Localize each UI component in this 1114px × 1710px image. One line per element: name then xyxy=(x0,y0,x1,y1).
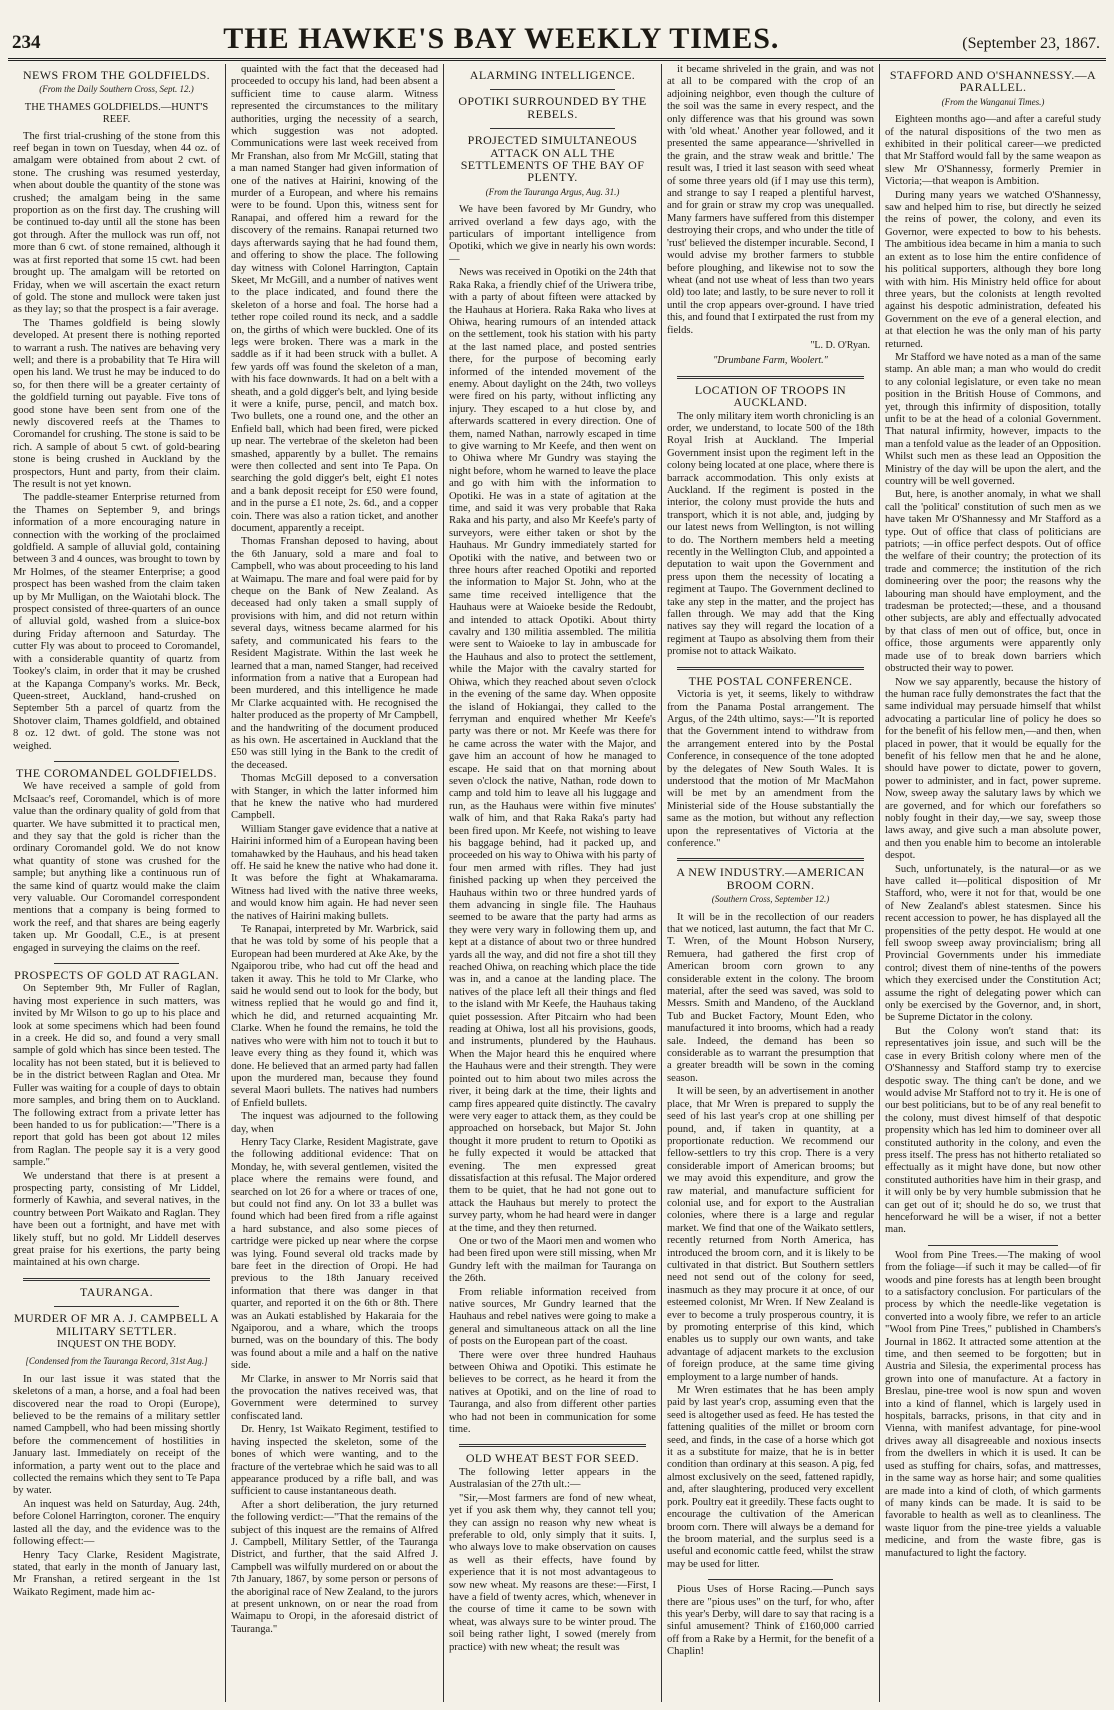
paragraph: The first trial-crushing of the stone from this reef began in town on Tuesday, when 44 oz. of amalgam were obtained from about 2 cwt. of stone. The crushing was resumed yesterday, when about double the quantity of the stone was crushed; the amalgam being in the same proportion as on the first day. The crushing will be continued to-day until all the stone has been got through. After the mullock was run off, not more than 6 cwt. of stone remained, although it was at first reported that some 15 cwt. had been brought up. The amalgam will be retorted on Friday, when we will ascertain the exact return of gold. The stone and mullock were taken just as they lay; so that the prospect is a fair average. xyxy=(13,130,220,316)
signature-address: "Drumbane Farm, Woolert." xyxy=(713,355,828,367)
paragraph: It will be in the recollection of our readers that we noticed, last autumn, the fact that Mr C. T. Wren, of the Mount Hobson Nursery, Remuera, had gathered the first crop of American broom corn grown to any considerable extent in the colony. The broom material, after the seed was saved, was sold to Messrs. Smith and Mandeno, of the Auckland Tub and Bucket Factory, Mount Eden, who manufactured it into brooms, which had a ready sale. Indeed, the demand has been so considerable as to warrant the presumption that a greater breadth will be sown in the coming season. xyxy=(667,911,874,1084)
paragraph: William Stanger gave evidence that a native at Hairini informed him of a European having been tomahawked by the Hauhaus, and his head taken off. He said he knew the native who had done it. It was before the fight at Whakamarama. Witness had lived with the native three weeks, and would know him again. He had never seen the natives of Hairini making bullets. xyxy=(231,823,438,922)
paragraph: Te Ranapai, interpreted by Mr. Warbrick, said that he was told by some of his people that a European had been murdered at Ake Ake, by the Ngaiporou tribe, who had cut off the head and taken it away. This he told to Mr Clarke, who said he would send out to look for the body, but witness replied that he would go and find it, which he did, and returned acquainting Mr. Clarke. When he found the remains, he told the natives who were with him not to touch it but to leave every thing as they found it, which was done. He believed that an armed party had fallen upon the murdered man, because they found several Maori bullets. The natives had numbers of Enfield bullets. xyxy=(231,924,438,1109)
paragraph: "Sir,—Most farmers are fond of new wheat, yet if you ask them why, they cannot tell you; they can assign no reason why new wheat is preferable to old, only simply that it suits. I, who always love to make observation on causes as well as their effects, have found by experience that it is not most advantageous to sow new wheat. My reasons are these:—First, I have a field of twenty acres, which, whenever in the course of time it came to be sown with wheat, was always sure to be winter proud. The soil being rather light, I sowed (merely from practice) with new wheat; the result was xyxy=(449,1492,656,1653)
masthead xyxy=(8,16,1106,61)
article-heading: TAURANGA. xyxy=(80,1284,153,1299)
divider xyxy=(23,1278,209,1281)
paragraph: But the Colony won't stand that: its representatives join issue, and such will be the case in every British colony where men of the O'Shannessy and Stafford stamp try to exercise despotic sway. The thing can't be done, and we would advise Mr Stafford not to try it. He is one of our best politicians, but to be of any real benefit to the colony, must divest himself of that despotic propensity which has led him to domineer over all constituted authority in the colony, and even the press itself. The press has not hitherto retaliated so effectually as it might have done, but now other constituted authorities have him in their grasp, and it will only be by very humble submission that he can get out of it; should he do so, we trust that henceforward he will be a wiser, if not a better man. xyxy=(885,1025,1101,1236)
paragraph: quainted with the fact that the deceased had proceeded to occupy his land, had been absent a sufficient time to cause alarm. Witness represented the circumstances to the military authorities, urging the necessity of a search, which suggestion was not adopted. Communications were last week received from Mr Franshan, also from Mr McGill, stating that a man named Stanger had given information of one of the natives at Hairini, knowing of the murder of a European, and where his remains were to be found. Upon this, witness sent for Ranapai, and offered him a reward for the discovery of the remains. Ranapai returned two days afterwards saying that he had found them, and offering to show the place. The following day witness with Colonel Harrington, Captain Skeet, Mr McGill, and a number of natives went to the place indicated, and found there the skeleton of a horse and foal. The horse had a tether rope coiled round its neck, and a saddle on, the girths of which were buckled. One of its legs were broken. There was a mark in the saddle as if it had been struck with a bullet. A few yards off was found the skeleton of a man, with his face downwards. It had on a belt with a sheath, and a gold digger's belt, and lying beside it were a knife, purse, pencil, and match box. Two bullets, one a round one, and the other an Enfield ball, which had been fired, were picked up near. The vertebrae of the skeleton had been smashed, apparently by a bullet. The remains were then collected and sent into Te Papa. On searching the gold digger's belt, eight £1 notes and a bank deposit receipt for £50 were found, and in the purse a £1 note, 2s. 6d., and a copper coin. There was also a ration ticket, and another document, apparently a receipt. xyxy=(231,64,438,535)
article-heading: NEWS FROM THE GOLDFIELDS. xyxy=(22,68,211,82)
issue-date: (September 23, 1867. xyxy=(962,35,1100,52)
paragraph: After a short deliberation, the jury returned the following verdict:—"That the remains of the subject of this inquest are the remains of Alfred J. Campbell, Military Settler, of the Tauranga District, and further, that the said Alfred J. Campbell was wilfully murdered on or about the 7th January, 1867, by some person or persons of the aboriginal race of New Zealand, to the jurors at present unknown, on or near the road from Waimapu to Oropi, in the aforesaid district of Tauranga." xyxy=(231,1499,438,1635)
columns xyxy=(8,64,1106,1702)
article-heading: ALARMING INTELLIGENCE. xyxy=(469,68,636,82)
paragraph: We understand that there is at present a prospecting party, consisting of Mr Liddel, formerly of Kawhia, and several natives, in the country between Port Waikato and Raglan. They have been out a fortnight, and have met with likely stuff, but no gold. Mr Liddell deserves great praise for his exertions, the party being maintained at his own charge. xyxy=(13,1170,220,1269)
paragraph: Now we say apparently, because the history of the human race fully demonstrates the fact that the same individual may persuade himself that whilst advocating a particular line of policy he does so for the benefit of his fellow men,—and then, when placed in power, that it would be equally for the benefit of his fellow men that he and he alone, should have power to dictate, power to govern, power to administer, and in fact, power supreme. Now, sweep away the salutary laws by which we are governed, and for which our forefathers so nobly fought in their day,—we say, sweep those laws away, and give such a man absolute power, and then you enable him to become an intolerable despot. xyxy=(885,676,1101,862)
signature: "L. D. O'Ryan. xyxy=(810,339,870,351)
paragraph: Mr Stafford we have noted as a man of the same stamp. An able man; a man who would do credit to any colonial legislature, or even take no mean position in the British House of Commons, and yet, through this infirmity of disposition, totally unfit to be at the head of a colonial Government. That natural infirmity, however, impacts to the man a tenfold value as the leader of an Opposition. Whilst such men as these lead an Opposition the Ministry of the day will be upon the alert, and the country will be well governed. xyxy=(885,351,1101,487)
article-heading: STAFFORD AND O'SHANNESSY.—A PARALLEL. xyxy=(889,68,1097,95)
paragraph: But, here, is another anomaly, in what we shall call the 'political' constitution of such men as we have taken Mr O'Shannessy and Mr Stafford as a type. Out of office that class of politicians are patriots; —in office perfect despots. Out of office the welfare of their country; the protection of its trade and commerce; the institution of the rich domineering over the poor; the reasons why the labouring man should have employment, and the tradesman be protected;—these, and a thousand other subjects, are ably and effectually advocated by that class of men out of office, but, once in office, those arguments were apparently only made use of to break down barriers which obstructed their way to power. xyxy=(885,489,1101,675)
article-heading: PROJECTED SIMULTANEOUS ATTACK ON ALL THE SETTLEMENTS OF THE BAY OF PLENTY. xyxy=(460,133,645,185)
paragraph: An inquest was held on Saturday, Aug. 24th, before Colonel Harrington, coroner. The enquiry lasted all the day, and the evidence was to the following effect:— xyxy=(13,1498,220,1548)
article-heading: PROSPECTS OF GOLD AT RAGLAN. xyxy=(14,968,219,983)
paragraph: The Thames goldfield is being slowly developed. At present there is nothing reported to warrant a rush. The natives are behaving very well; and there is a probability that Te Hira will open his land. We trust he may be induced to do so, for then there will be a greater certainty of the goldfield turning out payable. Five tons of good stone have been sent from one of the newly discovered reefs at the Thames to Coromandel for crushing. The stone is said to be rich. A sample of about 5 cwt. of gold-bearing stone is being crushed in Auckland by the prospectors, Hunt and party, from their claim. The result is not yet known. xyxy=(13,317,220,490)
article-subheading: INQUEST ON THE BODY. xyxy=(56,1339,176,1350)
article-heading: LOCATION OF TROOPS IN AUCKLAND. xyxy=(694,382,847,410)
page-number: 234 xyxy=(12,32,41,53)
divider xyxy=(459,1444,645,1447)
column-4 xyxy=(662,64,880,1702)
divider xyxy=(928,1245,1058,1246)
paragraph: The only military item worth chronicling is an order, we understand, to locate 500 of the 18th Royal Irish at Auckland. The Imperial Government insist upon the regiment left in the colony being located at one place, where there is barrack accommodation. This only exists at Auckland. If the regiment is posted in the interior, the colony must provide the huts and transport, which it is not able, and, judging by our latest news from Wellington, is not willing to do. The Northern members held a meeting recently in the Wellington Club, and appointed a deputation to wait upon the Government and press upon them the necessity of locating a regiment at Taupo. The Government declined to take any step in the matter, and the project has fallen through. We may add that the King natives say they will regard the location of a regiment at Taupo as absolving them from their promise not to attack Waikato. xyxy=(667,410,874,658)
divider xyxy=(54,761,178,762)
paragraph: Dr. Henry, 1st Waikato Regiment, testified to having inspected the skeleton, some of the bones of which were wanting, and to the fracture of the vertebrae which he said was to all appearance produced by a rifle ball, and was sufficient to cause instantaneous death. xyxy=(231,1424,438,1498)
column-5 xyxy=(880,64,1106,1702)
paragraph: From reliable information received from native sources, Mr Gundry learned that the Hauhaus and rebel natives were going to make a general and simultaneous attack on all the line of posts on the European part of the coast. xyxy=(449,1286,656,1348)
paragraph: it became shriveled in the grain, and was not at all to be compared with the crop of an adjoining neighbor, even though the culture of the soil was the same in every respect, and the only difference was that his ground was sown with 'old wheat.' Another year followed, and it presented the same appearance—'shrivelled in the grain, and the straw weak and brittle.' The result was, I tried it last season with seed wheat of some three years old (if I may use this term), and strange to say I reaped a plentiful harvest, and for grain or straw my crop was unequalled. Many farmers have suffered from this distemper destroying their crops, and who under the title of 'rust' believed the distemper incurable. Second, I would advise my brother farmers to stubble before ploughing, and likewise not to sow the wheat (and not use wheat of less than two years old) too late; and lastly, to be sure never to roll it until the crop appears over-ground. I have tried this, and found that I extirpated the rust from my fields. xyxy=(667,64,874,336)
article-heading: MURDER OF MR A. J. CAMPBELL A MILITARY SETTLER. xyxy=(13,1311,220,1338)
paragraph: News was received in Opotiki on the 24th that Raka Raka, a friendly chief of the Uriwera tribe, with a party of about fifteen were attacked by the Hauhaus at Horiera. Raka Raka who lives at Ohiwa, hearing rumours of an intended attack on the settlement, took his station with his party at the last named place, and posted sentries there, for the purpose of becoming early informed of the intended movement of the enemy. About daylight on the 24th, two volleys were fired on his party, without inflicting any injury. They escaped to a hut close by, and afterwards scattered in every direction. One of them, named Nathan, narrowly escaped in time to give warning to Mr Keefe, and then went on to Ohiwa where Mr Gundry was staying the night before, whom he warned to leave the place and go with him with the information to Opotiki. He was in a state of agitation at the time, and said it was very probable that Raka Raka and his party, and also Mr Keefe's party of surveyors, were either taken or shot by the Hauhaus. Mr Gundry immediately started for Opotiki with the native, and between two or three hours after reached Opotiki and reported the information to Major St. John, who at the same time received intelligence that the Hauhaus were at Waioeke beside the Redoubt, and intended to attack Opotiki. About thirty cavalry and 130 militia assembled. The militia were sent to Waioeke to lay in ambuscade for the Hauhaus and also to protect the settlement, while the Major with the cavalry started for Ohiwa, which they reached about seven o'clock in the evening of the same day. When opposite the island of Hokiangai, they called to the ferryman and enquired whether Mr Keefe's party was there or not. Mr Keefe was there for he came across the water with the Major, and gave him an account of how he managed to escape. He said that on that morning about seven o'clock the native, Nathan, rode down to camp and told him to leave all his luggage and run, as the Hauhaus were within five minutes' walk of him, and that Raka Raka's party had been fired upon. Mr Keefe, not wishing to leave his baggage behind, had it packed up, and proceeded on his way to Ohiwa with his party of four men armed with rifles. They had just finished packing up when they perceived the Hauhaus within two or three hundred yards of them advancing in single file. The Hauhaus seemed to be aware that the party had arms as they were very wary in following them up, and kept at a distance of about two or three hundred yards all the way, and did not fire a shot till they reached Ohiwa, on reaching which place the tide was in, and a canoe at the landing place. The natives of the place left all their things and fled to the island with Mr Keefe, the Hauhaus taking quiet possession. After Pitcairn who had been reading at Ohiwa, lost all his provisions, goods, and instruments, plundered by the Hauhaus. When the Major heard this he enquired where the Hauhaus were and their strength. They were pointed out to him about two miles across the river, it being dark at the time, their lights and camp fires appeared quite distinctly. The cavalry were very eager to attack them, as they could be approached on horseback, but Major St. John thought it more prudent to return to Opotiki as he fully expected it would be attacked that evening. The men expressed great dissatisfaction at this refusal. The Major ordered them to be quiet, that he had not gone out to attack the Hauhaus but merely to protect the survey party, whom he had heard were in danger at the time, and they then returned. xyxy=(449,267,656,1234)
paragraph: Eighteen months ago—and after a careful study of the natural dispositions of the two men as exhibited in their political career—we predicted that Mr Stafford would fall by the same weapon as slew Mr O'Shannessy, formerly Premier in Victoria;—that weapon is Ambition. xyxy=(885,114,1101,188)
article-heading: THE COROMANDEL GOLDFIELDS. xyxy=(16,765,217,780)
paragraph: Such, unfortunately, is the natural—or as we have called it—political disposition of Mr Stafford, who, were it not for that, would be one of New Zealand's ablest statesmen. Since his recent accession to power, he has displayed all the propensities of the petty despot. He would at one fell swoop sweep away provincialism; bring all Provincial Governments under his immediate control; divest them of nine-tenths of the powers which they exercised under the Constitution Act; assume the right of delegating power which can only be exercised by the Governor, and, in short, be Supreme Dictator in the colony. xyxy=(885,863,1101,1024)
divider xyxy=(54,963,178,964)
article-heading: THE POSTAL CONFERENCE. xyxy=(688,673,853,688)
paragraph: Mr Wren estimates that he has been amply paid by last year's crop, assuming even that the seed is altogether used as feed. He has tested the fattening qualities of the millet or broom corn seed, and finds, in the case of a horse which got it as a substitute for maize, that he is in better condition than ordinary at this season. A pig, fed almost exclusively on the seed, fattened rapidly, and, after slaughtering, produced very excellent pork. Poultry eat it greedily. These facts ought to encourage the cultivation of the American broom corn. There will always be a demand for the broom material, and the surplus seed is a useful and economic cattle feed, whilst the straw may be used for litter. xyxy=(667,1385,874,1570)
column-2 xyxy=(226,64,444,1702)
paragraph: Thomas Franshan deposed to having, about the 6th January, sold a mare and foal to Campbell, who was about proceeding to his land at Waimapu. The mare and foal were paid for by cheque on the Bank of New Zealand. As deceased had only taken a small supply of provisions with him, and did not return within several days, witness became alarmed for his safety, and communicated his fears to the Resident Magistrate. Within the last week he learned that a man, named Stanger, had received information from a native that a European had been murdered, and this intelligence he made Mr Clarke acquainted with. He recognised the halter produced as the property of Mr Campbell, and the handwriting of the document produced as his own. He ascertained in Auckland that the £50 was still lying in the Bank to the credit of the deceased. xyxy=(231,536,438,771)
newspaper-title: THE HAWKE'S BAY WEEKLY TIMES. xyxy=(223,22,780,55)
paragraph: Victoria is yet, it seems, likely to withdraw from the Panama Postal arrangement. The Argus, of the 24th ultimo, says:—"It is reported that the Government intend to withdraw from the arrangement entered into by the Postal Conference, in consequence of the tone adopted by the delegates of New South Wales. It is understood that the motion of Mr MacMahon will be met by an amendment from the Ministerial side of the House substantially the same as the motion, but without any reflection upon the representatives of Victoria at the conference." xyxy=(667,689,874,849)
paragraph: Pious Uses of Horse Racing.—Punch says there are "pious uses" on the turf, for who, after this year's Derby, will dare to say that racing is a sinful amusement? Think of £160,000 carried off from a Rake by a Hermit, for the benefit of a Chaplin! xyxy=(667,1584,874,1658)
divider xyxy=(708,1579,832,1580)
paragraph: In our last issue it was stated that the skeletons of a man, a horse, and a foal had been discovered near the road to Oropi (Europe), believed to be the remains of a military settler named Campbell, who had been missing shortly before the commencement of hostilities in January last. Immediately on receipt of the information, a party went out to the place and collected the remains which they sent to Te Papa by water. xyxy=(13,1373,220,1497)
divider xyxy=(490,128,614,129)
divider xyxy=(677,858,863,861)
divider xyxy=(677,376,863,379)
paragraph: On September 9th, Mr Fuller of Raglan, having most experience in such matters, was invited by Mr Wilson to go up to his place and look at some specimens which had been found in a creek. He did so, and found a very small sample of gold which has since been tested. The locality has not been stated, but it is believed to be in the district between Raglan and Otea. Mr Fuller was waiting for a couple of days to obtain more samples, and bring them on to Auckland. The following extract from a private letter has been handed to us for publication:—"There is a report that gold has been got about 12 miles from Raglan. The people say it is a very good sample." xyxy=(13,983,220,1169)
article-source: (From the Wanganui Times.) xyxy=(941,96,1045,107)
paragraph: The paddle-steamer Enterprise returned from the Thames on September 9, and brings information of a more encouraging nature in connection with the working of the proclaimed goldfield. A sample of alluvial gold, containing between 3 and 4 ounces, was brought to town by Mr Holmes, of the steamer Enterprise; a good prospect has been washed from the claim taken up by Mr Mulligan, on the Waiotahi block. The prospect consisted of three-quarters of an ounce of alluvial gold, washed from a sluice-box during Friday afternoon and Saturday. The cutter Fly was about to proceed to Coromandel, with a considerable quantity of quartz from Tookey's claim, in order that it may be crushed at the Kapanga Company's works. Mr. Beck, Queen-street, Auckland, hand-crushed on September 5th a parcel of quartz from the Shotover claim, Thames goldfield, and obtained 8 oz. 12 dwt. of gold. The stone was not weighed. xyxy=(13,492,220,752)
article-source: (From the Tauranga Argus, Aug. 31.) xyxy=(485,186,620,197)
article-heading: OPOTIKI SURROUNDED BY THE REBELS. xyxy=(458,94,647,121)
paragraph: Henry Tacy Clarke, Resident Magistrate, stated, that early in the month of January last, Mr Franshan, a retired sergeant in the 1st Waikato Regiment, made him ac- xyxy=(13,1549,220,1598)
column-3 xyxy=(444,64,662,1702)
paragraph: Henry Tacy Clarke, Resident Magistrate, gave the following additional evidence: That on Monday, he, with several gentlemen, visited the place where the remains were found, and searched on lot 26 for a where or traces of one, but could not find any. On lot 33 a bullet was found which had been fired from a rifle against a hard substance, and also some pieces of cartridge were picked up near where the corpse was lying. Found several old tracks made by bare feet in the direction of Oropi. He had previous to the 18th January received information that there was danger in that quarter, and reported it on the 6th or 8th. There was an Aukati established by Hakaraia for the Ngaiporou, and a whare, which the troops burned, was on the boundary of this. The body was found about a mile and a half on the native side. xyxy=(231,1136,438,1372)
article-source: (From the Daily Southern Cross, Sept. 12.) xyxy=(39,84,194,95)
paragraph: We have received a sample of gold from McIsaac's reef, Coromandel, which is of more value than the ordinary quality of gold from that quarter. We have submitted it to practical men, and they say that the gold is richer than the ordinary Coromandel gold. We do not know what quantity of stone was crushed for the sample; but anything like a continuous run of the same kind of quartz would make the claim very valuable. Our Coromandel correspondent mentions that a company is being formed to work the reef, and that shares are being eagerly taken up. Mr Goodall, C.E., is at present engaged in surveying the claims on the reef. xyxy=(13,781,220,954)
article-source: [Condensed from the Tauranga Record, 31st Aug.] xyxy=(25,1356,208,1367)
paragraph: During many years we watched O'Shannessy, saw and helped him to rise, but directly he seized the reins of power, the colony, and even its Governor, were expected to bow to his behests. The ambitious idea became in him a mania to such an extent as to lose him the entire confidence of his political supporters, although they bore long with with him. His Ministry held office for about three years, but the colonists at length revolted against his despotic administration, defeated his Government on the eve of a general election, and at that election he was the only man of his party returned. xyxy=(885,189,1101,350)
paragraph: It will be seen, by an advertisement in another place, that Mr Wren is prepared to supply the seed of his last year's crop at one shilling per pound, and, if taken in quantity, at a proportionate reduction. We recommend our fellow-settlers to try this crop. There is a very considerable import of American brooms; but we may avoid this expenditure, and grow the raw material, and manufacture sufficient for colonial use, and for export to the Australian colonies, where there is a large and regular market. We find that one of the Waikato settlers, recently returned from North America, has introduced the broom corn, and it is likely to be cultivated in that district. But Southern settlers need not send out of the colony for seed, inasmuch as they may procure it at once, of our esteemed colonist, Mr Wren. If New Zealand is ever to become a truly prosperous country, it is by promoting enterprise of this kind, which enables us to supply our own wants, and take advantage of adjacent markets to the exclusion of foreign produce, at the same time giving employment to a large number of hands. xyxy=(667,1086,874,1383)
divider xyxy=(490,89,614,90)
paragraph: The inquest was adjourned to the following day, when xyxy=(231,1111,438,1135)
paragraph: The following letter appears in the Australasian of the 27th ult.:— xyxy=(449,1466,656,1491)
article-heading: OLD WHEAT BEST FOR SEED. xyxy=(465,1451,640,1466)
paragraph: Mr Clarke, in answer to Mr Norris said that the provocation the natives received was, that Government were determined to survey confiscated land. xyxy=(231,1373,438,1422)
column-1 xyxy=(8,64,226,1702)
paragraph: Thomas McGill deposed to a conversation with Stanger, in which the latter informed him that he knew the native who had murdered Campbell. xyxy=(231,773,438,822)
paragraph: There were over three hundred Hauhaus between Ohiwa and Opotiki. This estimate he believes to be correct, as he heard it from the natives at Opotiki, and on the line of road to Tauranga, and also from different other parties who had not been in communication for some time. xyxy=(449,1349,656,1436)
article-heading: A NEW INDUSTRY.—AMERICAN BROOM CORN. xyxy=(676,865,865,892)
divider xyxy=(54,1306,178,1307)
paragraph: One or two of the Maori men and women who had been fired upon were still missing, when Mr Gundry left with the mailman for Tauranga on the 26th. xyxy=(449,1235,656,1285)
paragraph: We have been favored by Mr Gundry, who arrived overland a few days ago, with the particulars of important intelligence from Opotiki, which we give in nearly his own words:— xyxy=(449,204,656,265)
article-source: (Southern Cross, September 12.) xyxy=(711,894,830,905)
paragraph: Wool from Pine Trees.—The making of wool from the foliage—if such it may be called—of fir woods and pine forests has at length been brought to a satisfactory conclusion. For particulars of the process by which the needle-like vegetation is converted into a wooly fibre, we refer to an article "Wool from Pine Trees," published in Chambers's Journal in 1862. It attracted some attention at the time, and then seemed to be forgotten; but in Austria and Silesia, the experimental process has grown into one of manufacture. At a factory in Breslau, pine-tree wool is now spun and woven into a kind of flannel, which is largely used in hospitals, barracks, prisons, in that city and in Vienna, with manifest advantage, for pine-wool drives away all disagreeable and noxious insects from the dwellers in which it is used. It can be used as stuffing for chairs, sofas, and mattresses, in the same way as horse hair; and some qualities are made into a kind of cloth, of which garments of many kinds can be made. It is said to be favorable to health as well as to cleanliness. The waste liquor from the pine-tree yields a valuable medicine, and from the waste fibre, gas is manufactured to light the factory. xyxy=(885,1249,1101,1559)
divider xyxy=(677,667,863,670)
article-subheading: THE THAMES GOLDFIELDS.—HUNT'S REEF. xyxy=(24,101,209,126)
